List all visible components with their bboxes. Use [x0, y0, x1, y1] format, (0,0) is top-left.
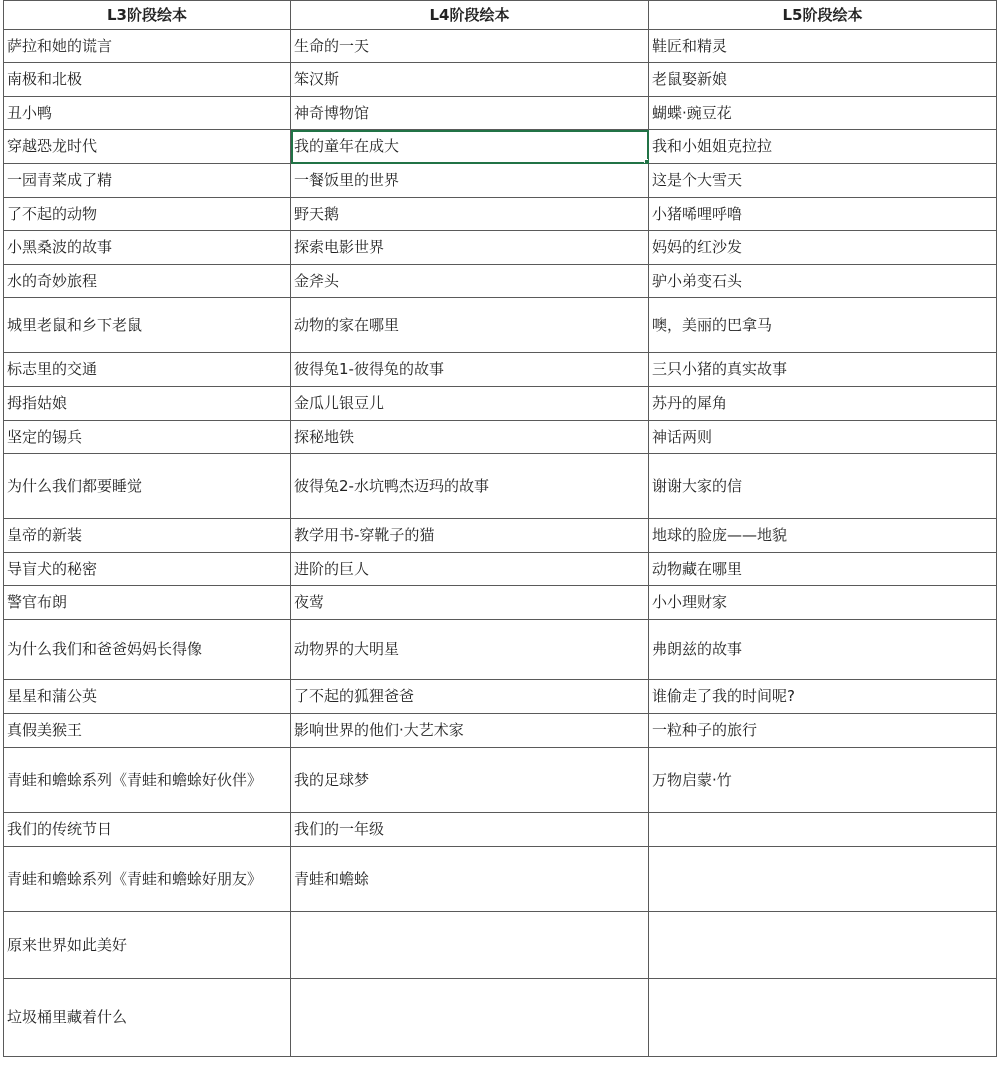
cell-l5[interactable]: 驴小弟变石头	[649, 265, 997, 298]
cell-l5[interactable]	[649, 912, 997, 979]
cell-l4[interactable]: 夜莺	[291, 586, 649, 620]
cell-l4[interactable]: 一餐饭里的世界	[291, 164, 649, 198]
cell-l4[interactable]: 我的足球梦	[291, 748, 649, 813]
cell-l3[interactable]: 为什么我们都要睡觉	[4, 454, 291, 519]
cell-l5[interactable]: 这是个大雪天	[649, 164, 997, 198]
cell-l5[interactable]: 谁偷走了我的时间呢?	[649, 680, 997, 714]
cell-l3[interactable]: 拇指姑娘	[4, 387, 291, 421]
cell-l4[interactable]: 神奇博物馆	[291, 97, 649, 130]
cell-l4[interactable]: 彼得兔2-水坑鸭杰迈玛的故事	[291, 454, 649, 519]
cell-l3[interactable]: 丑小鸭	[4, 97, 291, 130]
cell-l4[interactable]: 野天鹅	[291, 198, 649, 231]
table-row	[4, 586, 997, 620]
cell-l4[interactable]: 笨汉斯	[291, 63, 649, 97]
cell-l5[interactable]: 小小理财家	[649, 586, 997, 620]
cell-l4[interactable]: 教学用书-穿靴子的猫	[291, 519, 649, 553]
table-row	[4, 97, 997, 130]
cell-l5[interactable]: 万物启蒙·竹	[649, 748, 997, 813]
table-row	[4, 130, 997, 164]
cell-l3[interactable]: 真假美猴王	[4, 714, 291, 748]
table-row	[4, 519, 997, 553]
table-row	[4, 748, 997, 813]
cell-l3[interactable]: 警官布朗	[4, 586, 291, 620]
table-row	[4, 553, 997, 586]
table-row	[4, 387, 997, 421]
cell-l4[interactable]: 金斧头	[291, 265, 649, 298]
table-row	[4, 912, 997, 979]
table-row	[4, 198, 997, 231]
cell-l5[interactable]: 苏丹的犀角	[649, 387, 997, 421]
table-row	[4, 298, 997, 353]
cell-l3[interactable]: 我们的传统节日	[4, 813, 291, 847]
cell-l4[interactable]: 我们的一年级	[291, 813, 649, 847]
cell-l3[interactable]: 为什么我们和爸爸妈妈长得像	[4, 620, 291, 680]
cell-l5[interactable]: 动物藏在哪里	[649, 553, 997, 586]
header-l3[interactable]: L3阶段绘本	[4, 1, 291, 30]
cell-l3[interactable]: 一园青菜成了精	[4, 164, 291, 198]
cell-l4[interactable]: 动物的家在哪里	[291, 298, 649, 353]
cell-l3[interactable]: 水的奇妙旅程	[4, 265, 291, 298]
table-row	[4, 979, 997, 1057]
cell-l3[interactable]: 萨拉和她的谎言	[4, 30, 291, 63]
table-row	[4, 680, 997, 714]
cell-l5[interactable]	[649, 847, 997, 912]
cell-l3[interactable]: 南极和北极	[4, 63, 291, 97]
cell-l4[interactable]: 进阶的巨人	[291, 553, 649, 586]
cell-l4[interactable]	[291, 979, 649, 1057]
table-row	[4, 231, 997, 265]
cell-l4[interactable]: 彼得兔1-彼得兔的故事	[291, 353, 649, 387]
table-row	[4, 164, 997, 198]
cell-l3[interactable]: 坚定的锡兵	[4, 421, 291, 454]
cell-l5[interactable]	[649, 979, 997, 1057]
cell-l5[interactable]: 我和小姐姐克拉拉	[649, 130, 997, 164]
header-l4[interactable]: L4阶段绘本	[291, 1, 649, 30]
cell-l3[interactable]: 穿越恐龙时代	[4, 130, 291, 164]
cell-l4[interactable]: 了不起的狐狸爸爸	[291, 680, 649, 714]
cell-l5[interactable]: 老鼠娶新娘	[649, 63, 997, 97]
header-l5[interactable]: L5阶段绘本	[649, 1, 997, 30]
cell-l5[interactable]: 神话两则	[649, 421, 997, 454]
cell-l4[interactable]: 探索电影世界	[291, 231, 649, 265]
cell-l4[interactable]: 青蛙和蟾蜍	[291, 847, 649, 912]
cell-l4[interactable]: 我的童年在成大	[291, 130, 649, 164]
cell-l3[interactable]: 了不起的动物	[4, 198, 291, 231]
cell-l3[interactable]: 青蛙和蟾蜍系列《青蛙和蟾蜍好伙伴》	[4, 748, 291, 813]
cell-l5[interactable]: 一粒种子的旅行	[649, 714, 997, 748]
cell-l4[interactable]: 生命的一天	[291, 30, 649, 63]
cell-l3[interactable]: 城里老鼠和乡下老鼠	[4, 298, 291, 353]
cell-l5[interactable]: 三只小猪的真实故事	[649, 353, 997, 387]
cell-l5[interactable]: 小猪唏哩呼噜	[649, 198, 997, 231]
table-row	[4, 421, 997, 454]
picture-book-table	[3, 0, 997, 1057]
cell-l3[interactable]: 导盲犬的秘密	[4, 553, 291, 586]
cell-l3[interactable]: 原来世界如此美好	[4, 912, 291, 979]
table-row	[4, 847, 997, 912]
cell-l5[interactable]: 鞋匠和精灵	[649, 30, 997, 63]
cell-l4[interactable]	[291, 912, 649, 979]
cell-l5[interactable]: 谢谢大家的信	[649, 454, 997, 519]
cell-l3[interactable]: 标志里的交通	[4, 353, 291, 387]
cell-l3[interactable]: 青蛙和蟾蜍系列《青蛙和蟾蜍好朋友》	[4, 847, 291, 912]
table-row	[4, 265, 997, 298]
cell-l5[interactable]: 弗朗兹的故事	[649, 620, 997, 680]
cell-l5[interactable]	[649, 813, 997, 847]
cell-l3[interactable]: 皇帝的新装	[4, 519, 291, 553]
cell-l5[interactable]: 噢，美丽的巴拿马	[649, 298, 997, 353]
cell-l3[interactable]: 垃圾桶里藏着什么	[4, 979, 291, 1057]
cell-l5[interactable]: 妈妈的红沙发	[649, 231, 997, 265]
table-row	[4, 353, 997, 387]
table-row	[4, 813, 997, 847]
cell-l3[interactable]: 小黑桑波的故事	[4, 231, 291, 265]
header-row	[4, 1, 997, 30]
cell-l5[interactable]: 地球的脸庞——地貌	[649, 519, 997, 553]
table-row	[4, 30, 997, 63]
cell-l4[interactable]: 探秘地铁	[291, 421, 649, 454]
cell-l4[interactable]: 影响世界的他们·大艺术家	[291, 714, 649, 748]
cell-l4[interactable]: 金瓜儿银豆儿	[291, 387, 649, 421]
table-row	[4, 63, 997, 97]
table-row	[4, 620, 997, 680]
cell-l5[interactable]: 蝴蝶·豌豆花	[649, 97, 997, 130]
table-row	[4, 714, 997, 748]
cell-l4[interactable]: 动物界的大明星	[291, 620, 649, 680]
cell-l3[interactable]: 星星和蒲公英	[4, 680, 291, 714]
table-row	[4, 454, 997, 519]
